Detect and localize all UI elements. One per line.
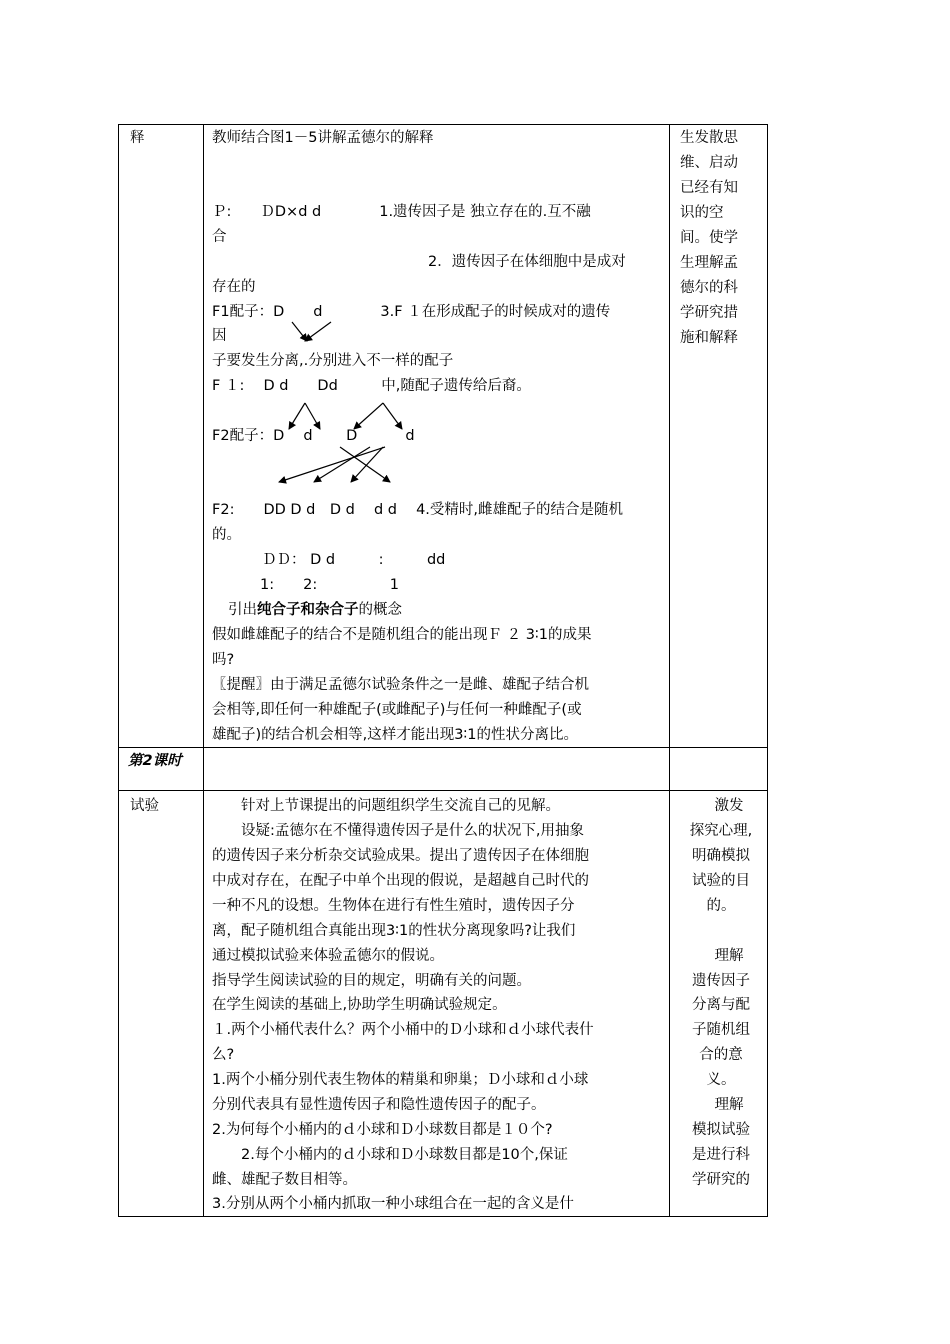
row3-line: 的遗传因子来分析杂交试验成果。提出了遗传因子在体细胞 <box>212 848 589 864</box>
arrow-p-to-gamete-d2 <box>305 322 331 341</box>
row3-note: 的。 <box>706 898 736 914</box>
row1-line: F １: D d Dd 中,随配子遗传给后裔。 <box>212 378 531 394</box>
row3-line: 针对上节课提出的问题组织学生交流自己的见解。 <box>212 798 560 814</box>
arrow-f1-right-2 <box>383 403 402 429</box>
row3-note: 试验的目 <box>692 873 750 889</box>
row3-note: 是进行科 <box>692 1147 750 1163</box>
row1-note: 已经有知 <box>680 180 738 196</box>
row2-label: 第2课时 <box>128 753 182 769</box>
row1-line: 存在的 <box>212 279 256 295</box>
row3-line: １.两个小桶代表什么？两个小桶中的Ｄ小球和ｄ小球代表什 <box>212 1022 594 1038</box>
arrow-f1-left-2 <box>305 403 320 429</box>
row3-note: 义。 <box>706 1072 736 1088</box>
row1-note: 施和解释 <box>680 330 738 346</box>
row1-line: 吗? <box>212 652 235 668</box>
arrow-f1-right-1 <box>354 403 383 429</box>
concept-pre: 引出 <box>228 602 257 618</box>
row1-line: ＤＤ： D d : dd <box>262 552 446 568</box>
row3-line: 指导学生阅读试验的目的规定，明确有关的问题。 <box>212 973 531 989</box>
row3-note: 学研究的 <box>692 1172 750 1188</box>
row1-line: 子要发生分离,.分别进入不一样的配子 <box>212 353 454 369</box>
row1-note: 维、启动 <box>680 155 738 171</box>
row3-line: 1.两个小桶分别代表生物体的精巢和卵巢；Ｄ小球和ｄ小球 <box>212 1072 589 1088</box>
arrow-f1-left-1 <box>289 403 305 429</box>
row1-line: 1: 2: 1 <box>260 577 399 593</box>
row3-line: 2.为何每个小桶内的ｄ小球和Ｄ小球数目都是１０个? <box>212 1122 553 1138</box>
row3-line: 设疑:孟德尔在不懂得遗传因子是什么的状况下,用抽象 <box>212 823 584 839</box>
arrow-cross-3 <box>340 447 390 482</box>
row3-note: 合的意 <box>699 1047 743 1063</box>
arrow-cross-4 <box>351 447 383 482</box>
arrow-p-to-gamete-d1 <box>292 322 307 341</box>
row1-note: 学研究措 <box>680 305 738 321</box>
row1-line: Ｐ: ＤD×d d 1.遗传因子是 独立存在的.互不融 <box>212 204 591 220</box>
row3-line: 一种不凡的设想。生物体在进行有性生殖时，遗传因子分 <box>212 898 575 914</box>
row1-note: 间。使学 <box>680 230 738 246</box>
row1-line: 〖提醒〗由于满足孟德尔试验条件之一是雌、雄配子结合机 <box>212 677 589 693</box>
row3-note: 理解 <box>714 1097 744 1113</box>
row1-line: 会相等,即任何一种雄配子(或雌配子)与任何一种雌配子(或 <box>212 702 582 718</box>
row3-note: 理解 <box>714 948 744 964</box>
row3-line: 离，配子随机组合真能出现3∶1的性状分离现象吗?让我们 <box>212 923 576 939</box>
row1-line: 的。 <box>212 527 241 543</box>
row1-line: F1配子：D d 3.F １在形成配子的时候成对的遗传 <box>212 304 611 320</box>
row3-note: 模拟试验 <box>692 1122 750 1138</box>
row3-note: 激发 <box>714 798 744 814</box>
row3-line: 3.分别从两个小桶内抓取一种小球组合在一起的含义是什 <box>212 1196 574 1212</box>
row1-label: 释 <box>130 130 145 146</box>
row3-line: 雌、雄配子数目相等。 <box>212 1172 357 1188</box>
row1-line: 雄配子)的结合机会相等,这样才能出现3∶1的性状分离比。 <box>212 727 578 743</box>
row3-label: 试验 <box>130 798 159 814</box>
row1-note: 德尔的科 <box>680 280 738 296</box>
row1-line: 合 <box>212 229 227 245</box>
arrow-cross-1 <box>279 447 385 482</box>
row3-line: 么? <box>212 1047 235 1063</box>
row3-note: 探究心理, <box>689 823 753 839</box>
row3-note: 分离与配 <box>692 997 750 1013</box>
row3-line: 2.每个小桶内的ｄ小球和Ｄ小球数目都是10个,保证 <box>212 1147 568 1163</box>
row1-note: 生发散思 <box>680 130 738 146</box>
row1-note: 识的空 <box>680 205 724 221</box>
row1-line: 因 <box>212 328 227 344</box>
row1-line: 假如雌雄配子的结合不是随机组合的能出现Ｆ ２ 3∶1的成果 <box>212 627 592 643</box>
row3-note: 明确模拟 <box>692 848 750 864</box>
row3-line: 通过模拟试验来体验孟德尔的假说。 <box>212 948 444 964</box>
row3-note: 子随机组 <box>692 1022 750 1038</box>
row1-line: 2．遗传因子在体细胞中是成对 <box>428 254 626 270</box>
row3-line: 在学生阅读的基础上,协助学生明确试验规定。 <box>212 997 507 1013</box>
concept-bold: 纯合子和杂合子 <box>257 602 359 618</box>
row1-line: F2: DD D d D d d d 4.受精时,雌雄配子的结合是随机 <box>212 502 624 518</box>
arrow-cross-2 <box>314 447 370 482</box>
row3-line: 中成对存在，在配子中单个出现的假说，是超越自己时代的 <box>212 873 589 889</box>
row1-note: 生理解孟 <box>680 255 738 271</box>
concept-post: 的概念 <box>358 602 402 618</box>
row3-note: 遗传因子 <box>692 973 750 989</box>
row1-line: F2配子：D d D d <box>212 428 415 444</box>
row3-line: 分别代表具有显性遗传因子和隐性遗传因子的配子。 <box>212 1097 546 1113</box>
row1-line: 教师结合图1－5讲解孟德尔的解释 <box>212 130 434 146</box>
